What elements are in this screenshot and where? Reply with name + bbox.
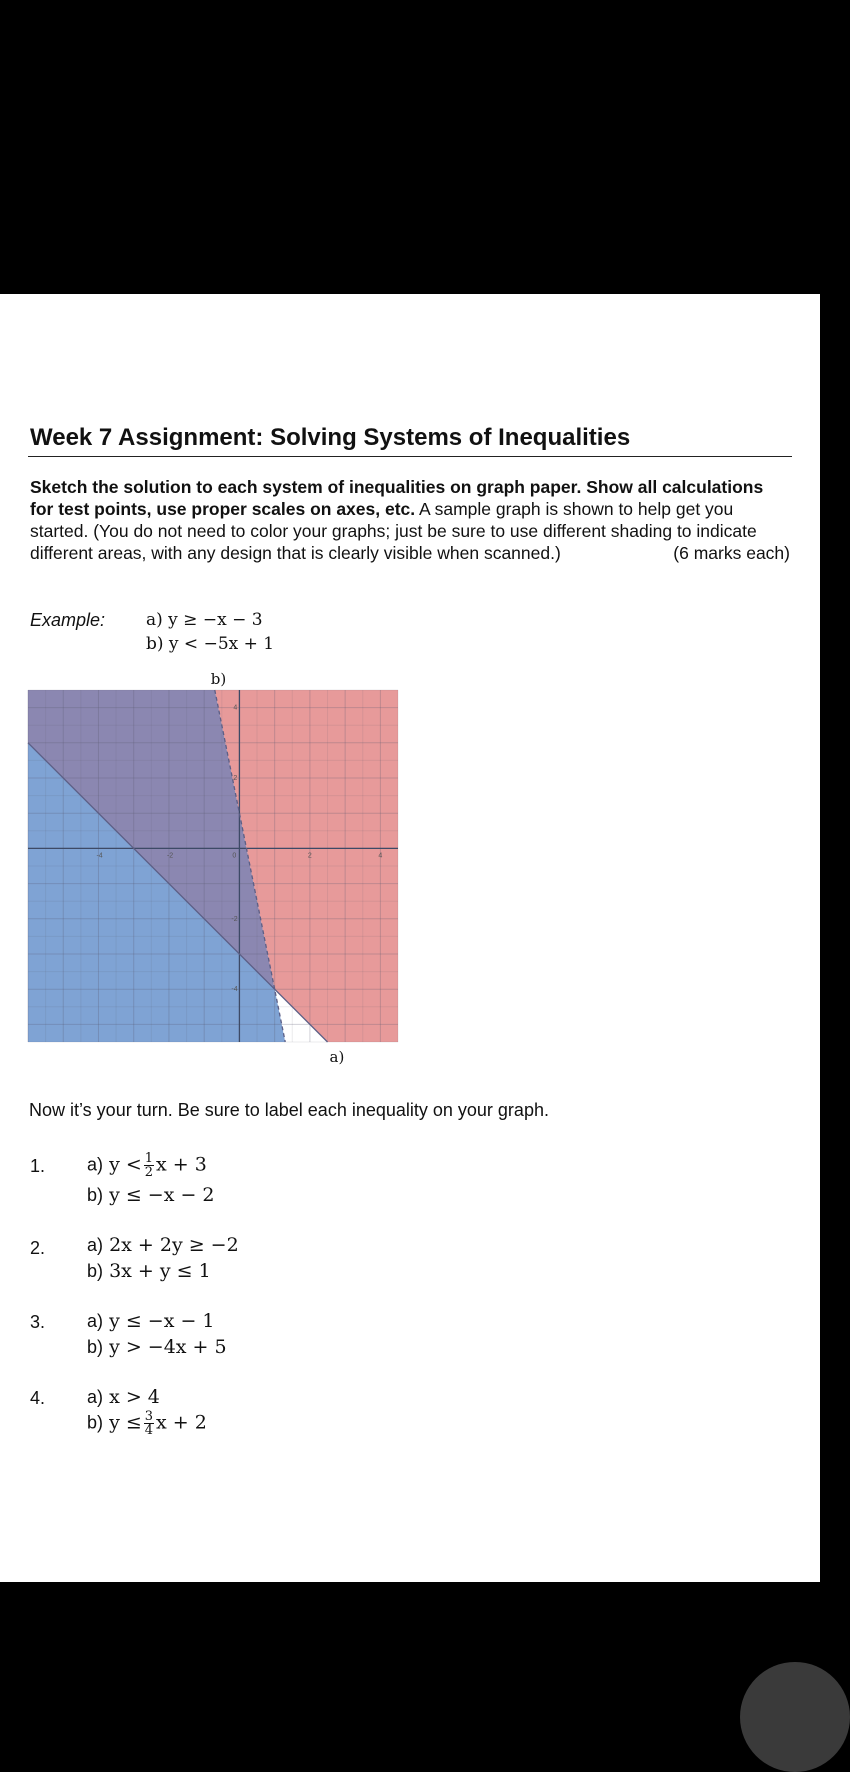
x-tick-label: 4 bbox=[378, 852, 383, 860]
problem-2-b-label: b) bbox=[87, 1261, 104, 1281]
line-b-label: b) bbox=[210, 670, 227, 688]
problem-4-b-rhs: x + 2 bbox=[156, 1411, 207, 1434]
problem-1-b-label: b) bbox=[87, 1185, 104, 1205]
fraction-numerator: 3 bbox=[144, 1409, 154, 1424]
problem-4-a-expr: x > 4 bbox=[109, 1386, 160, 1408]
problem-4-a-label: a) bbox=[87, 1387, 104, 1407]
page-title: Week 7 Assignment: Solving Systems of Inequalities bbox=[30, 424, 631, 451]
problem-2-b-expr: 3x + y ≤ 1 bbox=[109, 1260, 211, 1282]
fraction-denominator: 2 bbox=[144, 1165, 154, 1180]
x-tick-label: -2 bbox=[166, 852, 174, 860]
problem-2-number: 2. bbox=[30, 1238, 46, 1258]
y-tick-label: 2 bbox=[233, 775, 238, 782]
y-tick-label: -4 bbox=[231, 986, 238, 994]
line-a-label: a) bbox=[329, 1048, 345, 1066]
y-tick-label: 4 bbox=[233, 704, 238, 712]
problem-1-a bbox=[87, 1152, 207, 1179]
example-inequality-b: b) y < −5x + 1 bbox=[146, 634, 275, 654]
x-tick-label: 0 bbox=[232, 852, 237, 860]
problem-1-a-lhs: y < bbox=[109, 1153, 142, 1176]
y-tick-label: -2 bbox=[231, 915, 238, 923]
problem-4-b-lhs: y ≤ bbox=[109, 1411, 142, 1434]
x-tick-label: -4 bbox=[96, 852, 103, 860]
instructions-text: A sample graph is shown to help get you started. (You do not need to color your graphs; just be sure to use different shading to indicate different areas, with any design that is clearly visible when scanned.) bbox=[30, 499, 757, 563]
turn-instruction: Now it’s your turn. Be sure to label each inequality on your graph. bbox=[29, 1100, 549, 1120]
problem-1-a-fraction bbox=[144, 1152, 154, 1179]
problem-3-b-expr: y > −4x + 5 bbox=[109, 1336, 227, 1358]
problem-4-b-label: b) bbox=[87, 1412, 104, 1433]
problem-4-number: 4. bbox=[30, 1388, 46, 1408]
instructions-bold: Sketch the solution to each system of inequalities on graph paper. Show all calculations for test points, use proper scales on axes, etc. bbox=[30, 477, 764, 519]
corner-overlay bbox=[740, 1662, 850, 1772]
problem-2-b bbox=[87, 1260, 211, 1282]
problem-1-number: 1. bbox=[30, 1156, 46, 1176]
problem-2-a-expr: 2x + 2y ≥ −2 bbox=[109, 1234, 239, 1256]
problem-1-b-expr: y ≤ −x − 2 bbox=[109, 1184, 215, 1206]
problem-2-a bbox=[87, 1234, 239, 1256]
title-rule bbox=[28, 456, 792, 457]
example-label: Example: bbox=[30, 610, 106, 630]
instructions bbox=[30, 476, 790, 564]
marks-note: (6 marks each) bbox=[673, 543, 790, 563]
problem-3-b-label: b) bbox=[87, 1337, 104, 1357]
example-graph bbox=[28, 664, 400, 1066]
example-inequality-a: a) y ≥ −x − 3 bbox=[146, 610, 263, 630]
fraction-numerator: 1 bbox=[144, 1151, 154, 1166]
problem-1-b bbox=[87, 1184, 215, 1206]
problem-1-a-label: a) bbox=[87, 1154, 104, 1175]
problem-4-a bbox=[87, 1386, 160, 1408]
problem-3-a-label: a) bbox=[87, 1311, 104, 1331]
assignment-page bbox=[0, 294, 820, 1582]
problem-4-b-fraction bbox=[144, 1410, 154, 1437]
problem-3-b bbox=[87, 1336, 227, 1358]
problem-2-a-label: a) bbox=[87, 1235, 104, 1255]
problem-1-a-rhs: x + 3 bbox=[156, 1153, 207, 1176]
problem-4-b bbox=[87, 1410, 207, 1437]
problem-3-number: 3. bbox=[30, 1312, 46, 1332]
problem-3-a-expr: y ≤ −x − 1 bbox=[109, 1310, 215, 1332]
problem-3-a bbox=[87, 1310, 215, 1332]
fraction-denominator: 4 bbox=[144, 1423, 154, 1438]
x-tick-label: 2 bbox=[307, 852, 312, 860]
